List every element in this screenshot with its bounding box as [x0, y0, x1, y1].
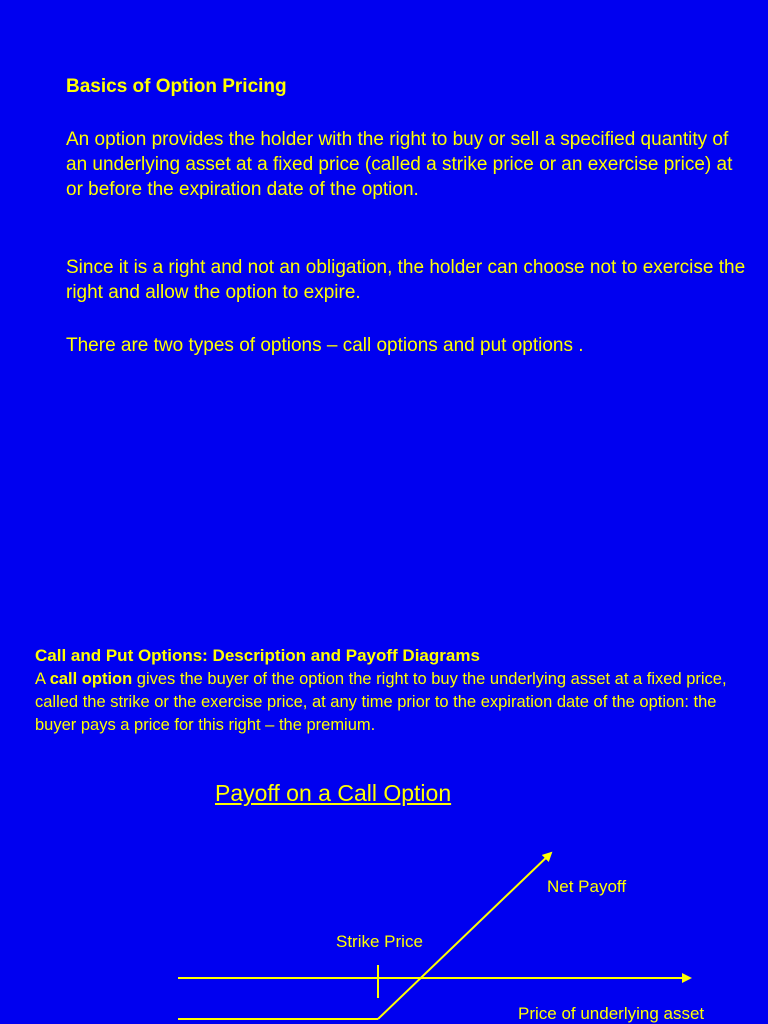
net-payoff-label: Net Payoff: [547, 877, 627, 896]
strike-price-label: Strike Price: [336, 932, 423, 951]
payoff-diagram-heading: Payoff on a Call Option: [215, 780, 452, 806]
slide-title: Call and Put Options: Description and Payoff Diagrams: [35, 646, 480, 665]
slide-title: Basics of Option Pricing: [66, 76, 287, 97]
call-option-term: call option: [49, 670, 133, 688]
paragraph-option-definition: An option provides the holder with the right to buy or sell a specified quantity of an underlying asset at a fixed price (called a strike price or an exercise price) at or before the expiration date of the option.: [66, 129, 733, 200]
body-rest: gives the buyer of the option the right to buy the underlying asset at a fixed price, called the strike or the exercise price, at any time prior to the expiration date of the option: the buyer pays a price for this right – the premium.: [35, 670, 727, 734]
body-prefix: A: [35, 670, 50, 688]
paragraph-right-not-obligation: Since it is a right and not an obligation, the holder can choose not to exercise the right and allow the option to expire.: [66, 257, 746, 303]
paragraph-two-types: There are two types of options – call options and put options .: [66, 335, 584, 356]
price-axis-label: Price of underlying asset: [518, 1004, 705, 1023]
